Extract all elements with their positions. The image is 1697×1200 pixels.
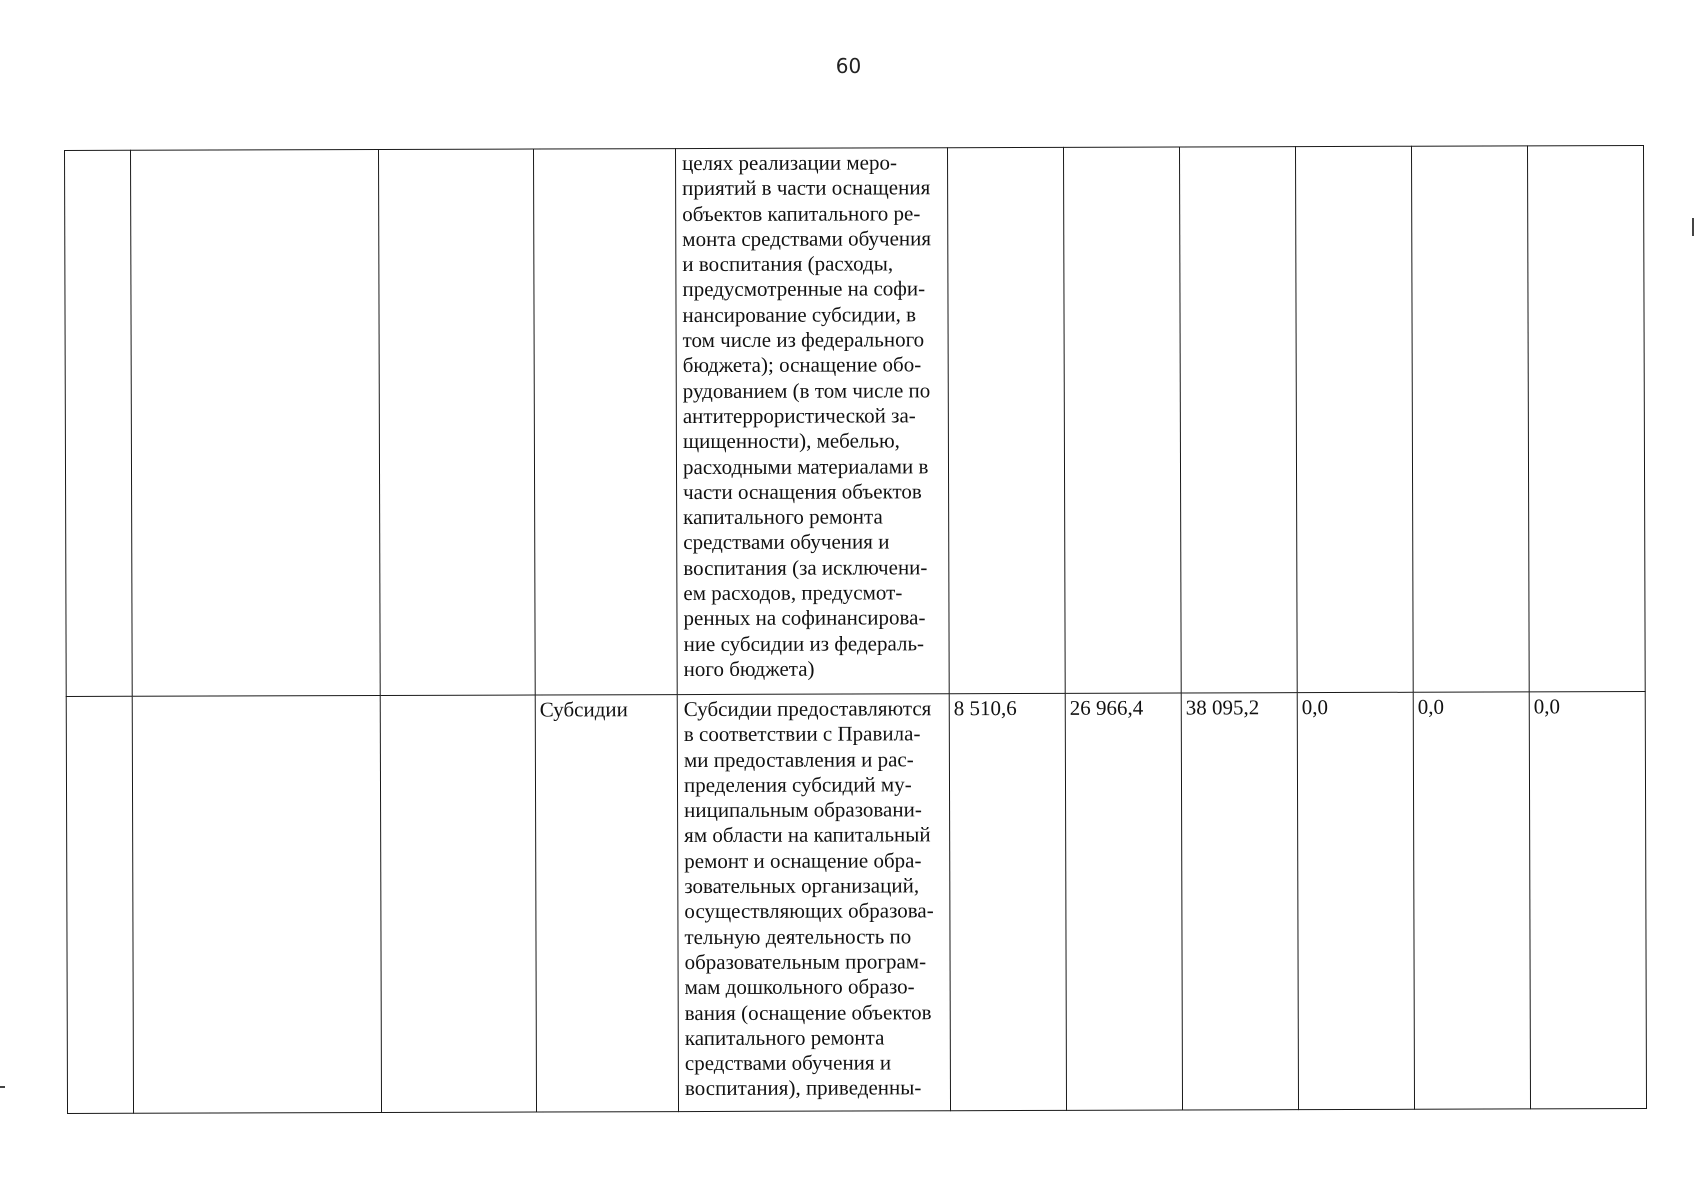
table-cell-value: 26 966,4 xyxy=(1065,693,1182,1110)
table-cell-name xyxy=(131,150,381,697)
scan-margin-mark xyxy=(1692,218,1694,236)
table-cell-number xyxy=(66,696,133,1113)
table-row xyxy=(66,692,1646,1114)
table-cell-value: 0,0 xyxy=(1529,692,1646,1109)
table-cell-number xyxy=(65,150,133,696)
table-cell-description: Субсидии предоставляются в соответствии с Правила- ми предоставления и рас- пределения субсидий му- ниципальным образовани- ям области на капитальный ремонт и оснащение обра- зовательных организаций, осуществляющих образова- тельную деятельность по образовательным програм- мам дошкольного образо- вания (оснащение объектов капитального ремонта средствами обучения и воспитания), приведенны- xyxy=(677,694,950,1112)
table-cell-executor xyxy=(380,695,536,1112)
table-cell-description: целях реализации меро- приятий в части оснащения объектов капитального ре- монта средствами обучения и воспитания (расходы, предусмотренные на софи- нансирование субсидии, в том числе из федерального бюджета); оснащение обо- рудованием (в том числе по антитеррористической за- щищенности), мебелью, расходными материалами в части оснащения объектов капитального ремонта средствами обучения и воспитания (за исключени- ем расходов, предусмот- ренных на софинансирова- ние субсидии из федераль- ного бюджета) xyxy=(675,148,949,695)
table-cell-value xyxy=(1063,147,1181,693)
table-cell-value xyxy=(1295,146,1413,692)
table-cell-value: 0,0 xyxy=(1413,692,1530,1109)
table-cell-type xyxy=(533,149,677,695)
budget-table xyxy=(64,145,1647,1114)
table-cell-value xyxy=(1179,147,1297,693)
table-cell-value: 8 510,6 xyxy=(949,693,1066,1110)
table-cell-executor xyxy=(379,149,536,695)
table-cell-value: 0,0 xyxy=(1297,692,1414,1109)
page-number: 60 xyxy=(835,54,862,78)
table-cell-value xyxy=(947,147,1065,693)
table-cell-name xyxy=(132,696,381,1114)
table-row xyxy=(65,146,1646,697)
table-cell-value xyxy=(1527,146,1645,692)
table-cell-type: Субсидии xyxy=(535,695,678,1112)
scan-margin-mark xyxy=(0,1086,5,1088)
table-cell-value: 38 095,2 xyxy=(1181,693,1298,1110)
table-cell-value xyxy=(1411,146,1529,692)
